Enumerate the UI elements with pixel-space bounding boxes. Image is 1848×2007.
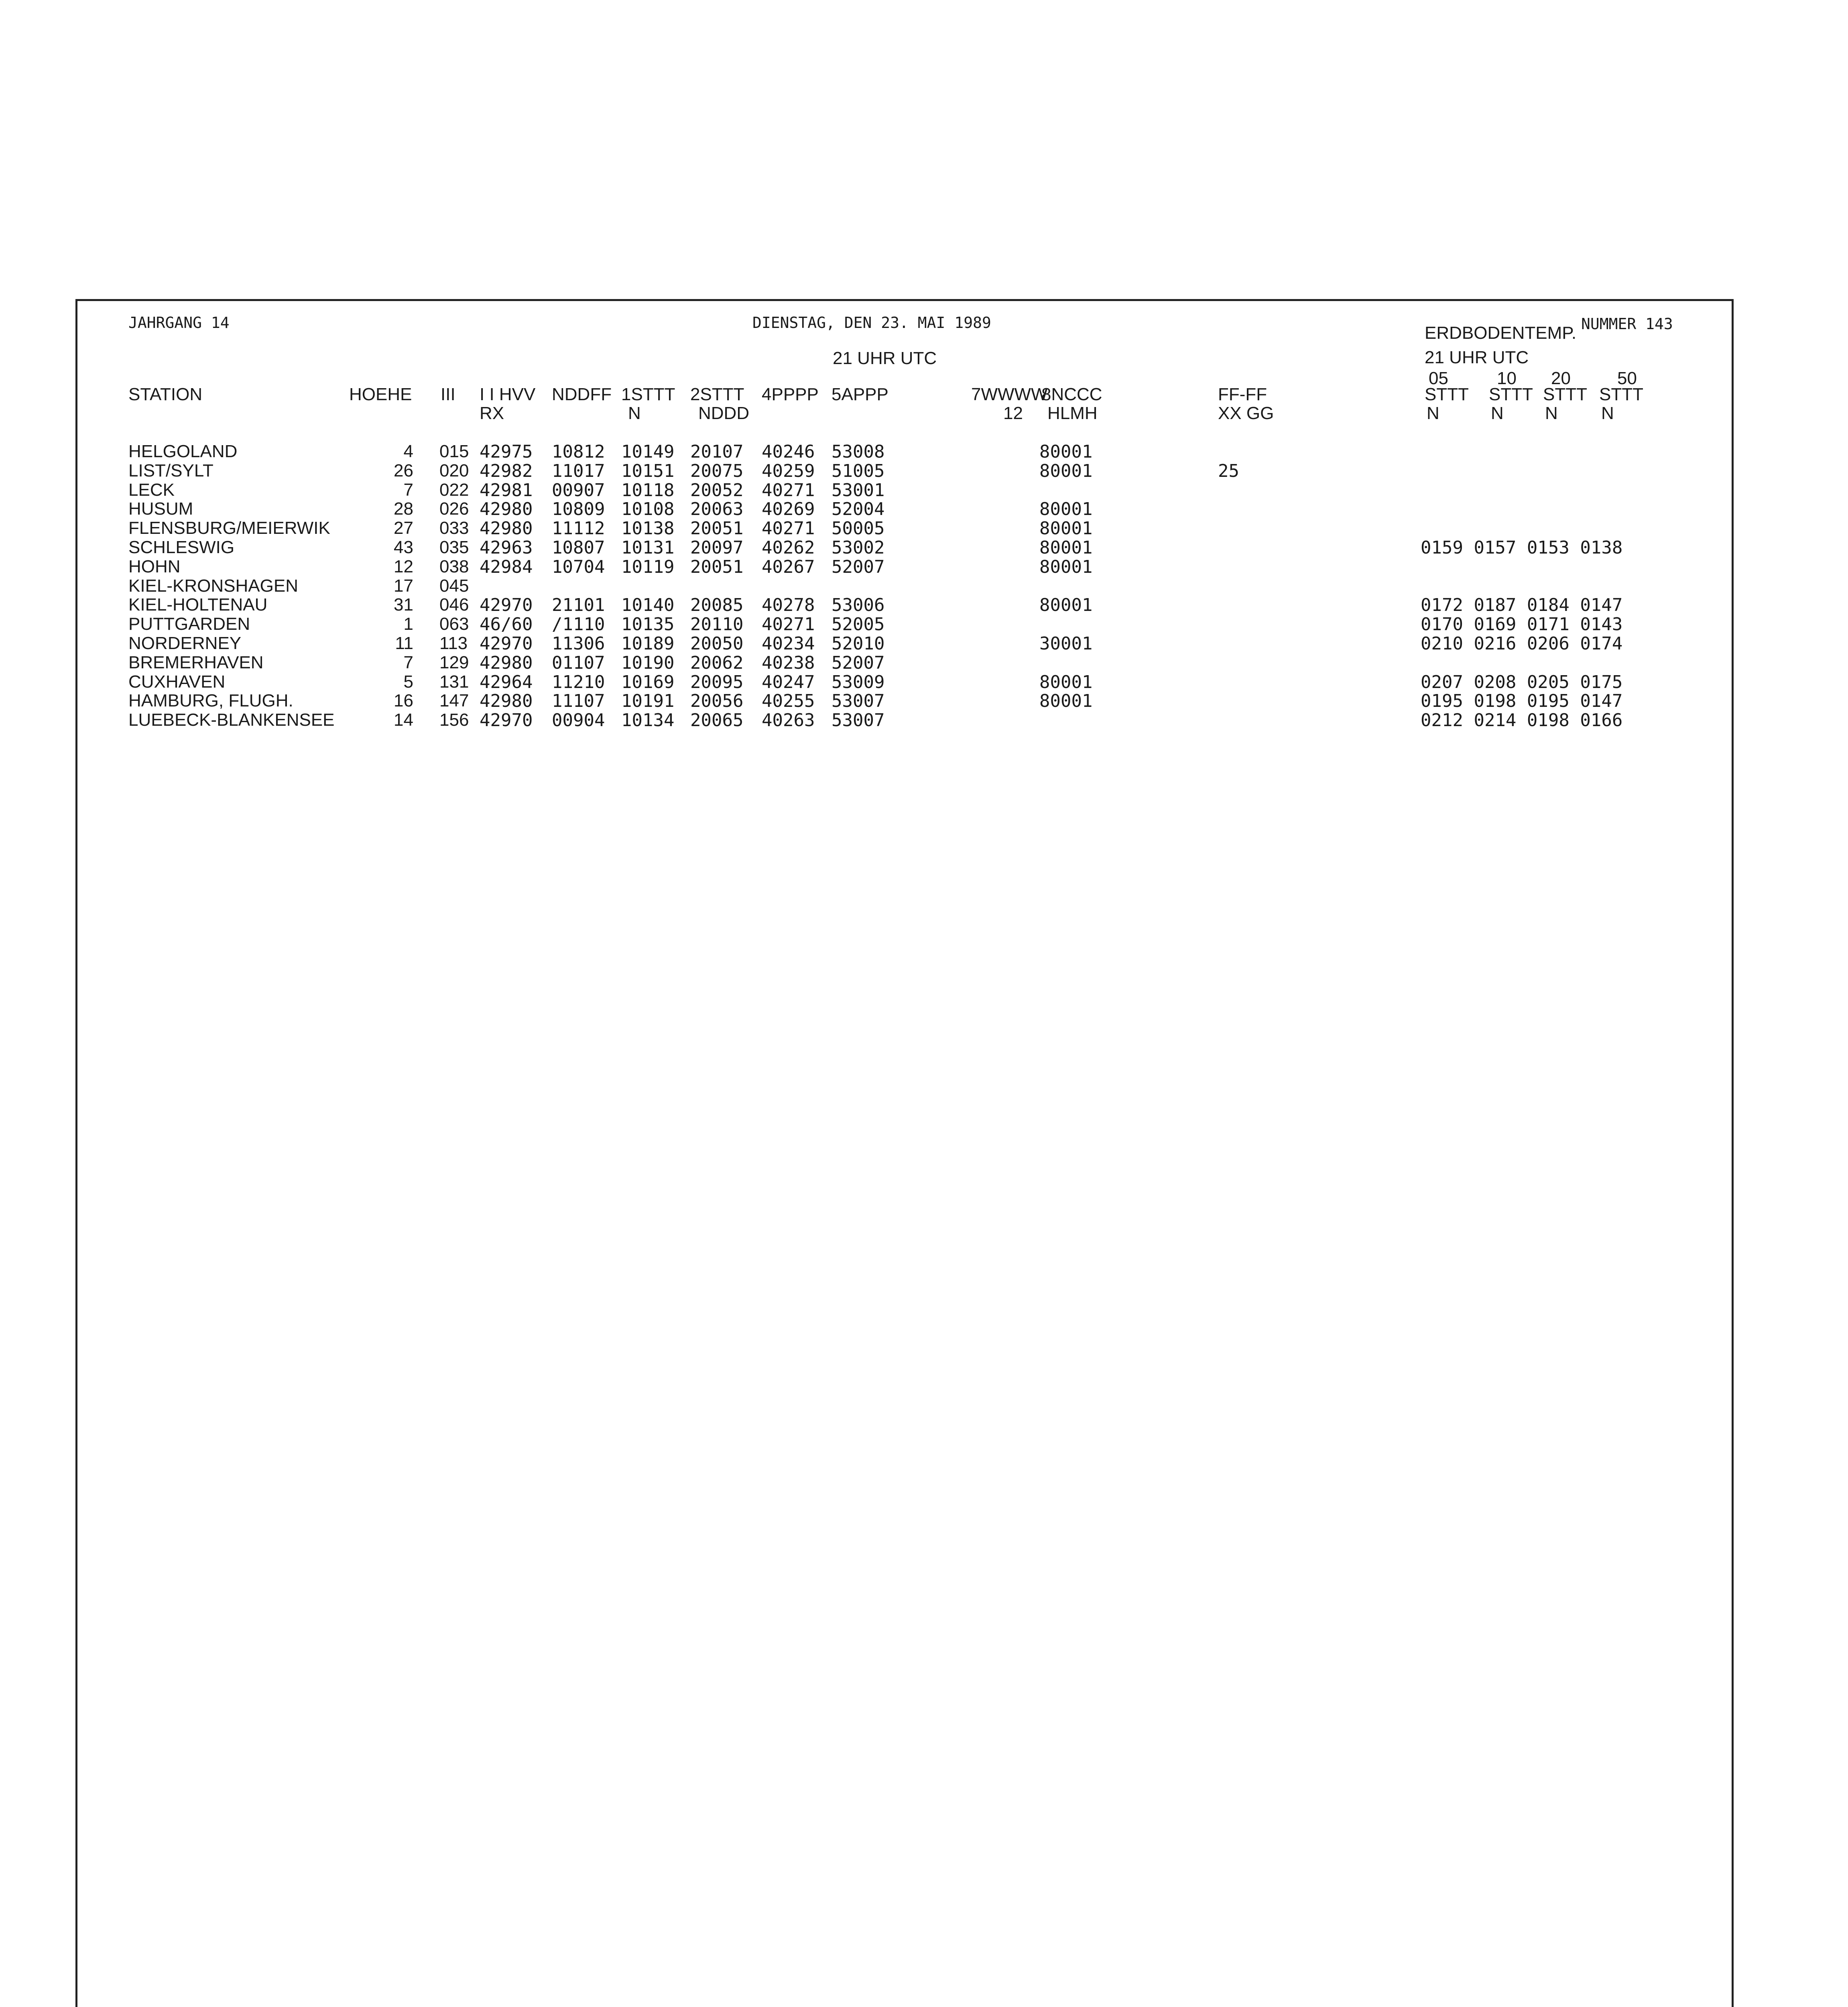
synop-group-g4: 40271 <box>762 518 815 539</box>
table-row <box>0 576 1848 595</box>
soil-depth-50: 50 <box>1617 368 1637 388</box>
col-g7-sub: 12 <box>1003 403 1023 423</box>
station-index: 129 <box>439 652 469 672</box>
station-height: 7 <box>403 652 413 672</box>
synop-group-g1: 10191 <box>621 691 675 712</box>
synop-group-nddff: 01107 <box>552 652 605 673</box>
synop-group-g2: 20051 <box>690 556 744 577</box>
date-label: DIENSTAG, DEN 23. MAI 1989 <box>752 314 991 332</box>
station-index: 156 <box>439 710 469 730</box>
synop-group-nddff: 11210 <box>552 672 605 692</box>
cloud-group: 80001 <box>1039 672 1093 692</box>
table-row <box>0 461 1848 480</box>
col-soil-05: STTT <box>1425 385 1469 404</box>
synop-group-g1: 10118 <box>621 480 675 501</box>
synop-group-g2: 20052 <box>690 480 744 501</box>
table-row <box>0 557 1848 576</box>
table-row <box>0 653 1848 672</box>
cloud-group: 80001 <box>1039 537 1093 558</box>
col-g2: 2STTT <box>690 385 744 404</box>
station-name: HAMBURG, FLUGH. <box>128 691 293 711</box>
synop-group-g5: 52007 <box>831 556 885 577</box>
table-row <box>0 442 1848 461</box>
synop-group-g4: 40246 <box>762 442 815 462</box>
issue-number: NUMMER 143 <box>1581 315 1673 333</box>
cloud-group: 80001 <box>1039 499 1093 520</box>
station-height: 4 <box>403 442 413 461</box>
synop-group-iihvv: 42981 <box>480 480 533 501</box>
synop-group-g5: 53002 <box>831 537 885 558</box>
station-name: BREMERHAVEN <box>128 652 264 672</box>
synop-group-g2: 20097 <box>690 537 744 558</box>
synop-group-g2: 20065 <box>690 710 744 731</box>
synop-group-iihvv: 42964 <box>480 672 533 692</box>
synop-group-g5: 53001 <box>831 480 885 501</box>
synop-group-nddff: 00904 <box>552 710 605 731</box>
soil-temperatures: 0212 0214 0198 0166 <box>1421 710 1623 731</box>
synop-group-g5: 53006 <box>831 595 885 616</box>
station-name: CUXHAVEN <box>128 672 226 692</box>
station-index: 046 <box>439 595 469 615</box>
soil-temperatures: 0170 0169 0171 0143 <box>1421 614 1623 635</box>
synop-group-nddff: 11306 <box>552 633 605 654</box>
col-nddff: NDDFF <box>552 385 612 404</box>
soil-temp-time: 21 UHR UTC <box>1425 348 1529 367</box>
synop-group-g4: 40255 <box>762 691 815 712</box>
col-ff: FF-FF <box>1218 385 1267 404</box>
volume-label: JAHRGANG 14 <box>128 314 230 332</box>
soil-temp-title: ERDBODENTEMP. <box>1425 323 1577 343</box>
synop-group-g2: 20050 <box>690 633 744 654</box>
col-soil-20-sub: N <box>1545 403 1558 423</box>
col-g5: 5APPP <box>831 385 888 404</box>
station-index: 113 <box>439 633 468 653</box>
synop-group-g5: 52004 <box>831 499 885 520</box>
cloud-group: 80001 <box>1039 556 1093 577</box>
synop-group-g4: 40269 <box>762 499 815 520</box>
cloud-group: 30001 <box>1039 633 1093 654</box>
synop-group-g4: 40234 <box>762 633 815 654</box>
col-soil-10: STTT <box>1489 385 1533 404</box>
synop-group-iihvv: 42984 <box>480 556 533 577</box>
synop-group-g4: 40263 <box>762 710 815 731</box>
synop-group-nddff: 10809 <box>552 499 605 520</box>
station-index: 026 <box>439 499 469 519</box>
station-height: 5 <box>403 672 413 692</box>
table-row <box>0 480 1848 499</box>
synop-group-g4: 40259 <box>762 460 815 481</box>
synop-group-g1: 10189 <box>621 633 675 654</box>
station-height: 31 <box>394 595 413 615</box>
wind-gust: 25 <box>1218 460 1239 481</box>
synop-group-nddff: 21101 <box>552 595 605 616</box>
synop-group-g1: 10134 <box>621 710 675 731</box>
synop-group-g5: 53008 <box>831 442 885 462</box>
col-iihvv: I I HVV <box>480 385 536 404</box>
soil-temperatures: 0172 0187 0184 0147 <box>1421 595 1623 616</box>
station-name: LUEBECK-BLANKENSEE <box>128 710 335 730</box>
synop-group-nddff: 10704 <box>552 556 605 577</box>
station-name: HUSUM <box>128 499 193 519</box>
synop-group-iihvv: 42970 <box>480 595 533 616</box>
col-g8: 8NCCC <box>1041 385 1102 404</box>
table-row <box>0 595 1848 614</box>
synop-group-iihvv: 42982 <box>480 460 533 481</box>
synop-group-iihvv: 42975 <box>480 442 533 462</box>
station-name: LIST/SYLT <box>128 460 213 480</box>
station-height: 26 <box>394 460 413 480</box>
soil-temperatures: 0195 0198 0195 0147 <box>1421 691 1623 712</box>
station-name: KIEL-HOLTENAU <box>128 595 268 615</box>
synop-group-g1: 10140 <box>621 595 675 616</box>
synop-group-g5: 52005 <box>831 614 885 635</box>
station-name: LECK <box>128 480 175 500</box>
table-row <box>0 518 1848 537</box>
table-row <box>0 691 1848 710</box>
station-index: 035 <box>439 537 469 557</box>
col-station: STATION <box>128 385 203 404</box>
synop-group-g2: 20085 <box>690 595 744 616</box>
synop-group-g1: 10169 <box>621 672 675 692</box>
synop-group-iihvv: 42980 <box>480 499 533 520</box>
synop-group-g4: 40267 <box>762 556 815 577</box>
station-height: 12 <box>394 556 413 576</box>
table-row <box>0 614 1848 633</box>
synop-group-nddff: 11017 <box>552 460 605 481</box>
col-soil-50: STTT <box>1599 385 1643 404</box>
cloud-group: 80001 <box>1039 442 1093 462</box>
col-g7: 7WWWW <box>971 385 1048 404</box>
col-g2-sub: NDDD <box>698 403 750 423</box>
cloud-group: 80001 <box>1039 691 1093 712</box>
synop-group-nddff: 00907 <box>552 480 605 501</box>
col-g1-sub: N <box>628 403 641 423</box>
synop-group-nddff: 11107 <box>552 691 605 712</box>
synop-group-iihvv: 42963 <box>480 537 533 558</box>
col-rx: RX <box>480 403 504 423</box>
synop-group-g2: 20056 <box>690 691 744 712</box>
station-height: 17 <box>394 576 413 596</box>
synop-group-g5: 52010 <box>831 633 885 654</box>
synop-group-iihvv: 42970 <box>480 710 533 731</box>
station-index: 020 <box>439 460 469 480</box>
station-height: 43 <box>394 537 413 557</box>
soil-temperatures: 0207 0208 0205 0175 <box>1421 672 1623 692</box>
soil-depth-10: 10 <box>1497 368 1517 388</box>
synop-group-iihvv: 42980 <box>480 652 533 673</box>
synop-group-g5: 53007 <box>831 710 885 731</box>
cloud-group: 80001 <box>1039 460 1093 481</box>
cloud-group: 80001 <box>1039 595 1093 616</box>
station-index: 015 <box>439 442 469 461</box>
synop-group-g2: 20107 <box>690 442 744 462</box>
synop-group-g1: 10149 <box>621 442 675 462</box>
synop-group-nddff: 10807 <box>552 537 605 558</box>
synop-group-iihvv: 46/60 <box>480 614 533 635</box>
soil-depth-5: 05 <box>1429 368 1448 388</box>
station-name: FLENSBURG/MEIERWIK <box>128 518 330 538</box>
table-row <box>0 499 1848 518</box>
synop-group-g4: 40247 <box>762 672 815 692</box>
synop-group-g4: 40271 <box>762 480 815 501</box>
station-height: 27 <box>394 518 413 538</box>
col-hoehe: HOEHE <box>349 385 412 404</box>
station-name: HOHN <box>128 556 181 576</box>
col-g4: 4PPPP <box>762 385 819 404</box>
synop-group-g4: 40271 <box>762 614 815 635</box>
station-name: HELGOLAND <box>128 442 238 461</box>
synop-group-g1: 10119 <box>621 556 675 577</box>
station-height: 7 <box>403 480 413 500</box>
synop-group-nddff: 11112 <box>552 518 605 539</box>
station-index: 147 <box>439 691 469 711</box>
synop-group-g1: 10131 <box>621 537 675 558</box>
synop-group-g2: 20075 <box>690 460 744 481</box>
station-height: 1 <box>403 614 413 634</box>
synop-group-g5: 52007 <box>831 652 885 673</box>
synop-group-g2: 20110 <box>690 614 744 635</box>
col-soil-20: STTT <box>1543 385 1587 404</box>
synop-group-iihvv: 42980 <box>480 691 533 712</box>
table-row <box>0 537 1848 557</box>
synop-group-g5: 53009 <box>831 672 885 692</box>
synop-group-g1: 10135 <box>621 614 675 635</box>
synop-group-g2: 20062 <box>690 652 744 673</box>
col-iii: III <box>441 385 455 404</box>
synop-group-iihvv: 42980 <box>480 518 533 539</box>
synop-group-g1: 10190 <box>621 652 675 673</box>
station-index: 038 <box>439 556 469 576</box>
synop-group-g2: 20095 <box>690 672 744 692</box>
station-name: SCHLESWIG <box>128 537 235 557</box>
synop-group-g1: 10108 <box>621 499 675 520</box>
synop-group-nddff: 10812 <box>552 442 605 462</box>
station-height: 16 <box>394 691 413 711</box>
station-index: 022 <box>439 480 469 500</box>
synop-group-g4: 40262 <box>762 537 815 558</box>
col-ff-sub: XX GG <box>1218 403 1274 423</box>
station-height: 28 <box>394 499 413 519</box>
soil-temperatures: 0159 0157 0153 0138 <box>1421 537 1623 558</box>
station-name: PUTTGARDEN <box>128 614 250 634</box>
col-soil-50-sub: N <box>1601 403 1614 423</box>
col-g1: 1STTT <box>621 385 675 404</box>
station-name: KIEL-KRONSHAGEN <box>128 576 298 596</box>
col-g8-sub: HLMH <box>1047 403 1098 423</box>
synop-group-g4: 40238 <box>762 652 815 673</box>
synop-group-g2: 20051 <box>690 518 744 539</box>
col-soil-05-sub: N <box>1427 403 1439 423</box>
station-name: NORDERNEY <box>128 633 242 653</box>
synop-group-g2: 20063 <box>690 499 744 520</box>
station-height: 11 <box>395 633 413 653</box>
soil-depth-20: 20 <box>1551 368 1571 388</box>
table-row <box>0 672 1848 691</box>
station-height: 14 <box>394 710 413 730</box>
soil-temperatures: 0210 0216 0206 0174 <box>1421 633 1623 654</box>
synop-group-g1: 10151 <box>621 460 675 481</box>
synop-group-g4: 40278 <box>762 595 815 616</box>
table-row <box>0 710 1848 729</box>
cloud-group: 80001 <box>1039 518 1093 539</box>
table-row <box>0 633 1848 653</box>
synop-group-nddff: /1110 <box>552 614 605 635</box>
col-soil-10-sub: N <box>1491 403 1504 423</box>
station-index: 045 <box>439 576 469 596</box>
synop-group-g1: 10138 <box>621 518 675 539</box>
synop-group-g5: 53007 <box>831 691 885 712</box>
station-index: 131 <box>439 672 469 692</box>
synop-group-g5: 50005 <box>831 518 885 539</box>
synop-group-iihvv: 42970 <box>480 633 533 654</box>
station-index: 063 <box>439 614 469 634</box>
station-index: 033 <box>439 518 469 538</box>
observation-time: 21 UHR UTC <box>833 348 937 368</box>
synop-group-g5: 51005 <box>831 460 885 481</box>
